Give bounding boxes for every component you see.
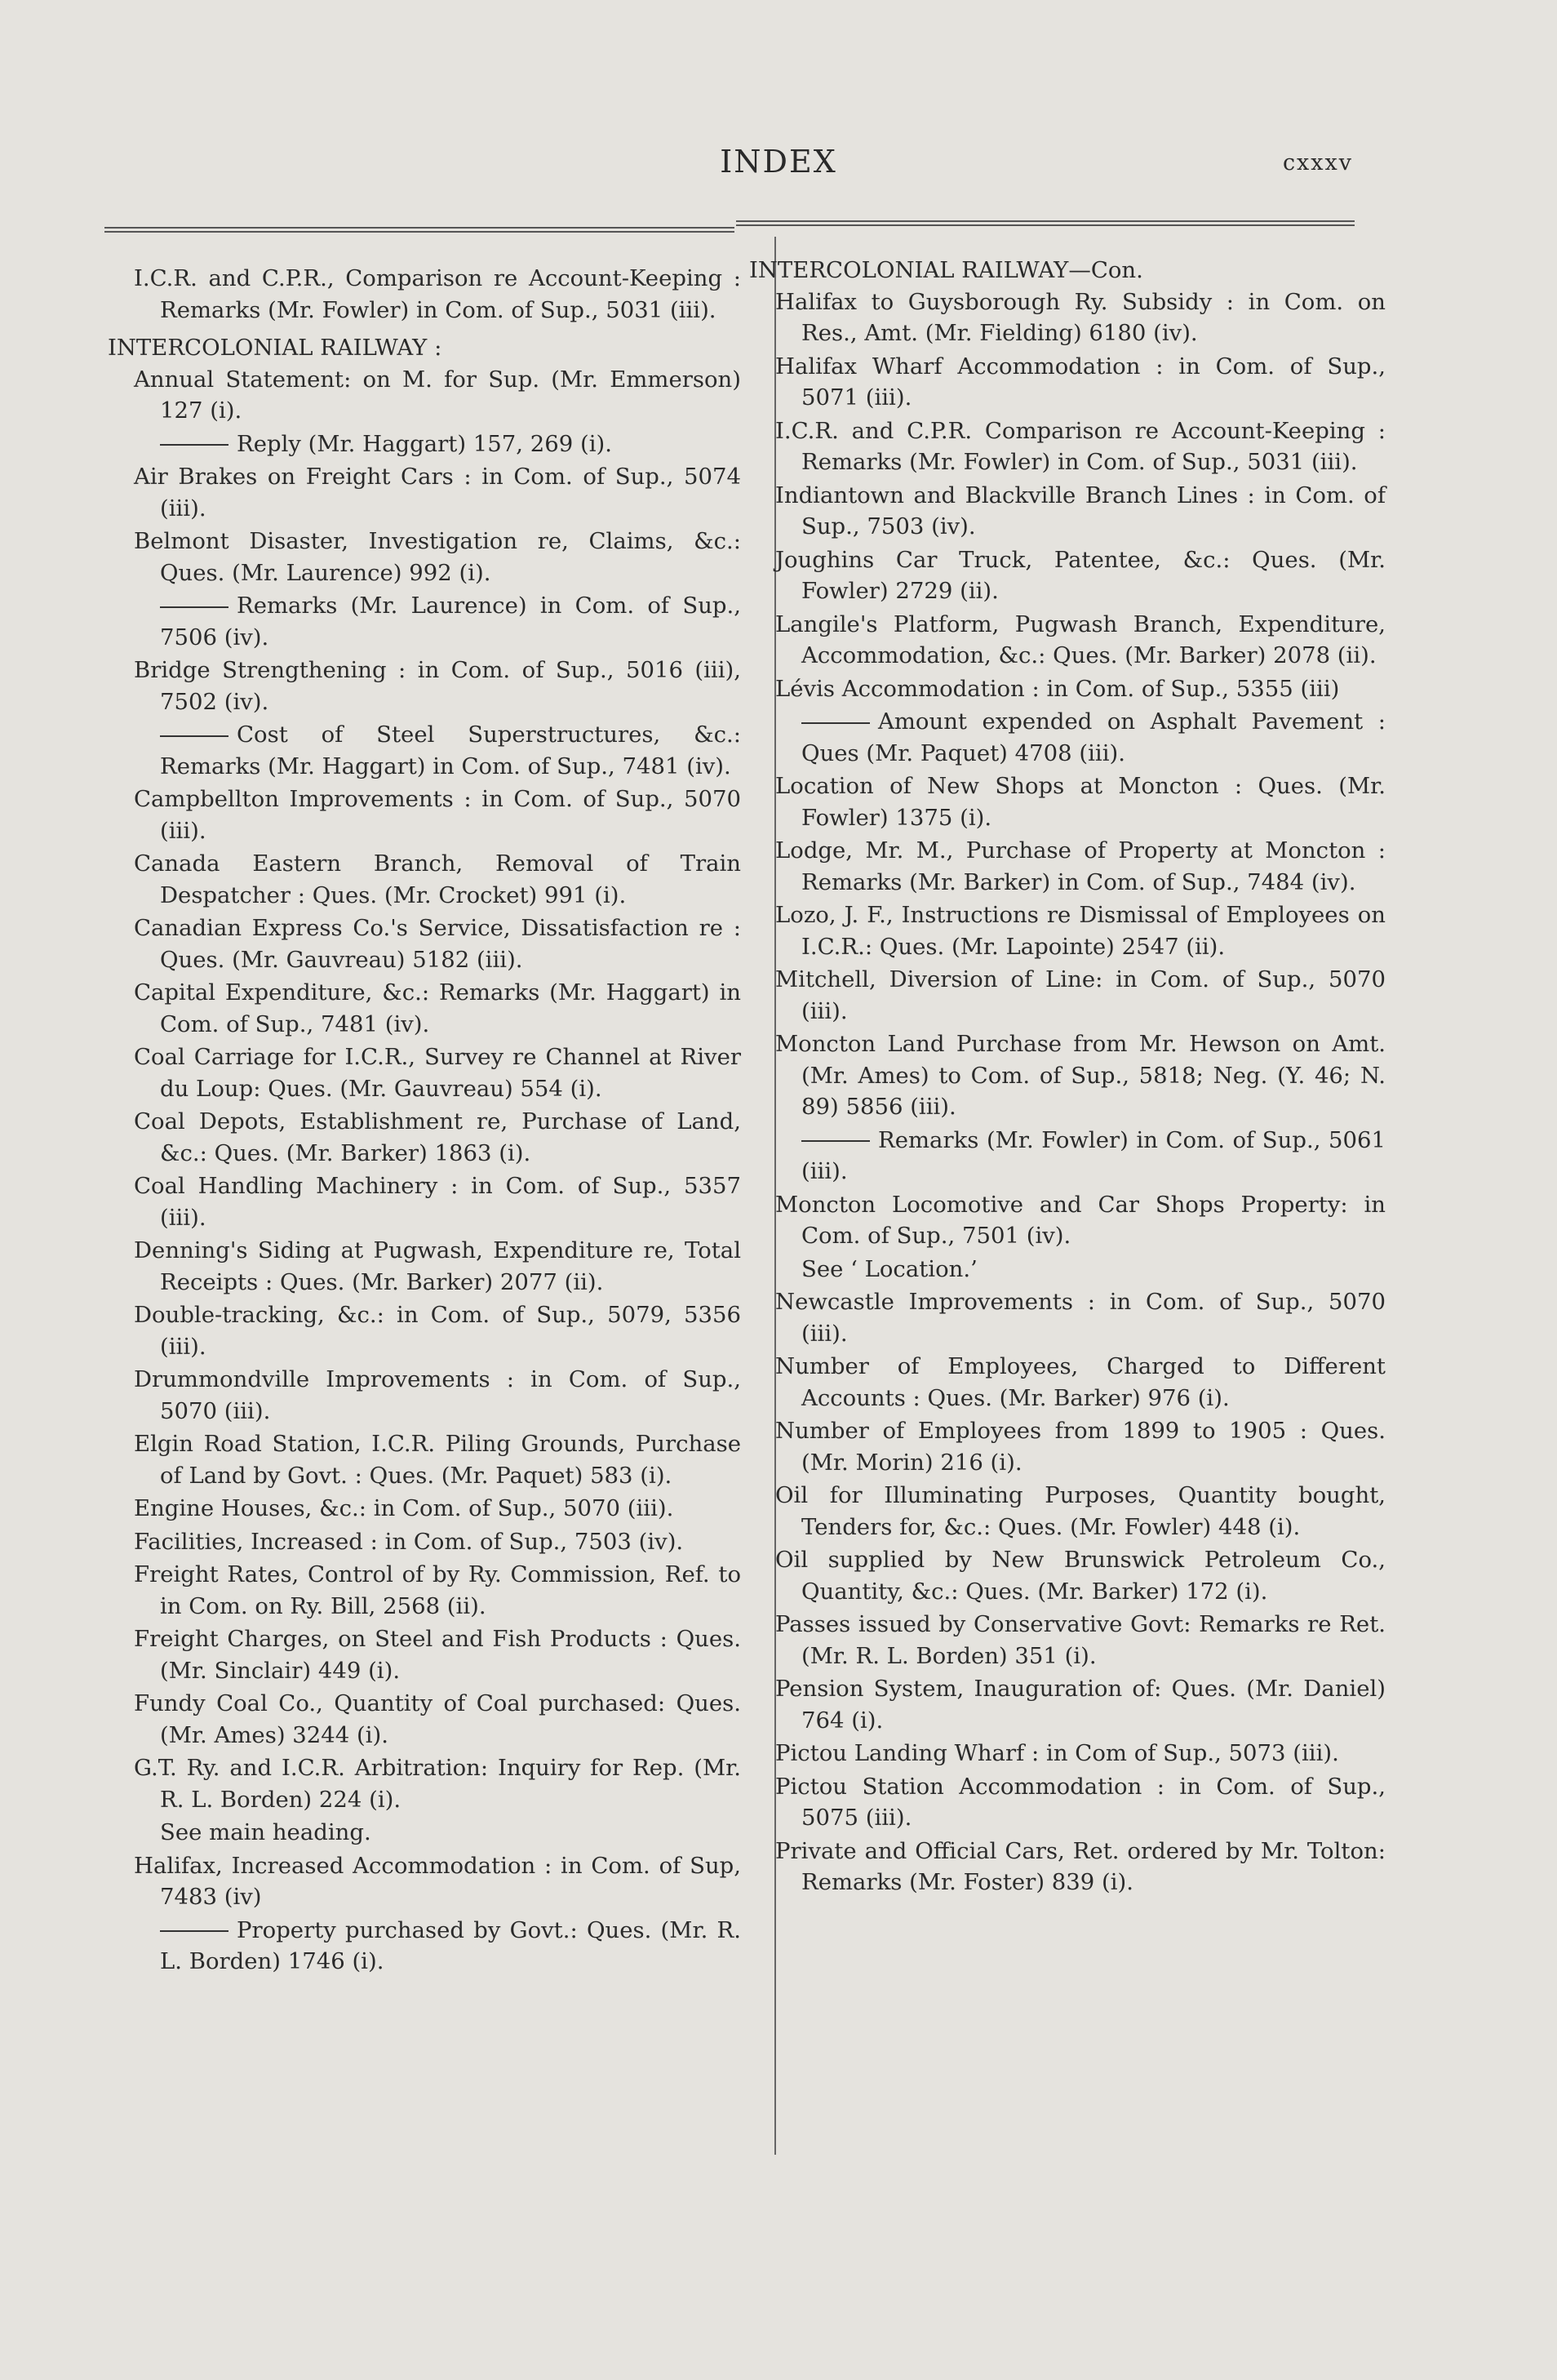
index-entry: Capital Expenditure, &c.: Remarks (Mr. Haggart) in Com. of Sup., 7481 (iv). (134, 979, 741, 1037)
index-entry: Lodge, Mr. M., Purchase of Property at Moncton : Remarks (Mr. Barker) in Com. of Sup., 7484 (iv). (775, 837, 1386, 895)
index-entry: Passes issued by Conservative Govt: Remarks re Ret. (Mr. R. L. Borden) 351 (i). (775, 1611, 1386, 1669)
index-entry: Pension System, Inauguration of: Ques. (Mr. Daniel) 764 (i). (775, 1676, 1386, 1734)
index-entry: Fundy Coal Co., Quantity of Coal purchased: Ques. (Mr. Ames) 3244 (i). (134, 1690, 741, 1748)
index-entry: Coal Handling Machinery : in Com. of Sup., 5357 (iii). (134, 1173, 741, 1231)
index-entry: Private and Official Cars, Ret. ordered by Mr. Tolton: Remarks (Mr. Foster) 839 (i). (775, 1837, 1386, 1895)
index-entry: G.T. Ry. and I.C.R. Arbitration: Inquiry for Rep. (Mr. R. L. Borden) 224 (i). (134, 1755, 741, 1813)
index-entry: Denning's Siding at Pugwash, Expenditure re, Total Receipts : Ques. (Mr. Barker) 2077 (ii). (134, 1237, 741, 1295)
index-entry: Canada Eastern Branch, Removal of Train Despatcher : Ques. (Mr. Crocket) 991 (i). (134, 850, 741, 908)
index-entry: Oil supplied by New Brunswick Petroleum Co., Quantity, &c.: Ques. (Mr. Barker) 172 (i). (775, 1547, 1386, 1605)
index-column-left (108, 263, 741, 1979)
index-entry: Newcastle Improvements : in Com. of Sup., 5070 (iii). (775, 1289, 1386, 1347)
index-subentry: Remarks (Mr. Fowler) in Com. of Sup., 5061 (iii). (749, 1125, 1386, 1188)
header-rule-left (104, 227, 734, 233)
index-entry: Oil for Illuminating Purposes, Quantity bought, Tenders for, &c.: Ques. (Mr. Fowler) 448 (i). (775, 1482, 1386, 1540)
index-entry: I.C.R. and C.P.R., Comparison re Account-Keeping : Remarks (Mr. Fowler) in Com. of Sup., 5031 (iii). (134, 265, 741, 323)
running-head (0, 144, 1557, 193)
page-title: INDEX (720, 144, 837, 180)
index-entry: Pictou Station Accommodation : in Com. of Sup., 5075 (iii). (775, 1773, 1386, 1831)
index-entry: Elgin Road Station, I.C.R. Piling Grounds, Purchase of Land by Govt. : Ques. (Mr. Paquet) 583 (i). (134, 1431, 741, 1489)
index-entry: Lozo, J. F., Instructions re Dismissal of Employees on I.C.R.: Ques. (Mr. Lapointe) 2547 (ii). (775, 902, 1386, 960)
index-entry: Freight Charges, on Steel and Fish Products : Ques. (Mr. Sinclair) 449 (i). (134, 1626, 741, 1684)
index-entry: Pictou Landing Wharf : in Com of Sup., 5073 (iii). (775, 1740, 1339, 1766)
index-entry: Number of Employees, Charged to Different Accounts : Ques. (Mr. Barker) 976 (i). (775, 1353, 1386, 1411)
index-entry: Bridge Strengthening : in Com. of Sup., 5016 (iii), 7502 (iv). (134, 657, 741, 715)
index-column-right (749, 255, 1386, 1900)
index-cross-reference: See main heading. (160, 1819, 371, 1845)
index-entry: Langile's Platform, Pugwash Branch, Expenditure, Accommodation, &c.: Ques. (Mr. Barker) 2078 (ii). (775, 611, 1386, 668)
index-entry: Joughins Car Truck, Patentee, &c.: Ques. (Mr. Fowler) 2729 (ii). (775, 546, 1386, 604)
index-entry: Indiantown and Blackville Branch Lines : in Com. of Sup., 7503 (iv). (775, 482, 1386, 539)
index-entry: Number of Employees from 1899 to 1905 : Ques. (Mr. Morin) 216 (i). (775, 1418, 1386, 1476)
index-entry: Engine Houses, &c.: in Com. of Sup., 5070 (iii). (134, 1495, 674, 1521)
index-entry: I.C.R. and C.P.R. Comparison re Account-Keeping : Remarks (Mr. Fowler) in Com. of Sup., 5031 (iii). (775, 417, 1386, 475)
index-entry: Halifax Wharf Accommodation : in Com. of Sup., 5071 (iii). (775, 353, 1386, 411)
index-entry: Coal Carriage for I.C.R., Survey re Channel at River du Loup: Ques. (Mr. Gauvreau) 554 (i). (134, 1044, 741, 1102)
index-subentry: Amount expended on Asphalt Pavement : Ques (Mr. Paquet) 4708 (iii). (749, 706, 1386, 769)
index-entry: Double-tracking, &c.: in Com. of Sup., 5079, 5356 (iii). (134, 1302, 741, 1360)
index-subentry: Property purchased by Govt.: Ques. (Mr. R. L. Borden) 1746 (i). (108, 1915, 741, 1978)
index-entry: Lévis Accommodation : in Com. of Sup., 5355 (iii) (775, 675, 1340, 702)
index-subentry: Cost of Steel Superstructures, &c.: Remarks (Mr. Haggart) in Com. of Sup., 7481 (iv). (108, 719, 741, 782)
index-entry: Moncton Land Purchase from Mr. Hewson on Amt. (Mr. Ames) to Com. of Sup., 5818; Neg. (Y. 46; N. 89) 5856 (iii). (775, 1031, 1386, 1120)
index-subentry: Remarks (Mr. Laurence) in Com. of Sup., 7506 (iv). (108, 590, 741, 653)
index-cross-reference: See ‘ Location.’ (801, 1255, 978, 1282)
index-entry: Canadian Express Co.'s Service, Dissatisfaction re : Ques. (Mr. Gauvreau) 5182 (iii). (134, 915, 741, 973)
index-entry: Halifax to Guysborough Ry. Subsidy : in Com. on Res., Amt. (Mr. Fielding) 6180 (iv). (775, 288, 1386, 346)
page-number: cxxxv (1282, 150, 1353, 175)
index-entry: Halifax, Increased Accommodation : in Com. of Sup, 7483 (iv) (134, 1852, 741, 1910)
header-rule-right (736, 220, 1355, 226)
index-heading: INTERCOLONIAL RAILWAY—Con. (749, 257, 1143, 283)
index-entry: Belmont Disaster, Investigation re, Claims, &c.: Ques. (Mr. Laurence) 992 (i). (134, 528, 741, 586)
index-entry: Location of New Shops at Moncton : Ques. (Mr. Fowler) 1375 (i). (775, 773, 1386, 831)
index-entry: Facilities, Increased : in Com. of Sup., 7503 (iv). (134, 1528, 684, 1555)
index-entry: Coal Depots, Establishment re, Purchase of Land, &c.: Ques. (Mr. Barker) 1863 (i). (134, 1108, 741, 1166)
index-entry: Freight Rates, Control of by Ry. Commission, Ref. to in Com. on Ry. Bill, 2568 (ii). (134, 1561, 741, 1619)
index-entry: Annual Statement: on M. for Sup. (Mr. Emmerson) 127 (i). (134, 366, 741, 424)
index-heading: INTERCOLONIAL RAILWAY : (108, 335, 442, 361)
index-entry: Moncton Locomotive and Car Shops Property: in Com. of Sup., 7501 (iv). (775, 1191, 1386, 1249)
index-entry: Air Brakes on Freight Cars : in Com. of Sup., 5074 (iii). (134, 464, 741, 522)
index-entry: Mitchell, Diversion of Line: in Com. of Sup., 5070 (iii). (775, 966, 1386, 1024)
index-entry: Campbellton Improvements : in Com. of Sup., 5070 (iii). (134, 786, 741, 844)
index-subentry: Reply (Mr. Haggart) 157, 269 (i). (108, 428, 741, 460)
index-entry: Drummondville Improvements : in Com. of Sup., 5070 (iii). (134, 1366, 741, 1424)
